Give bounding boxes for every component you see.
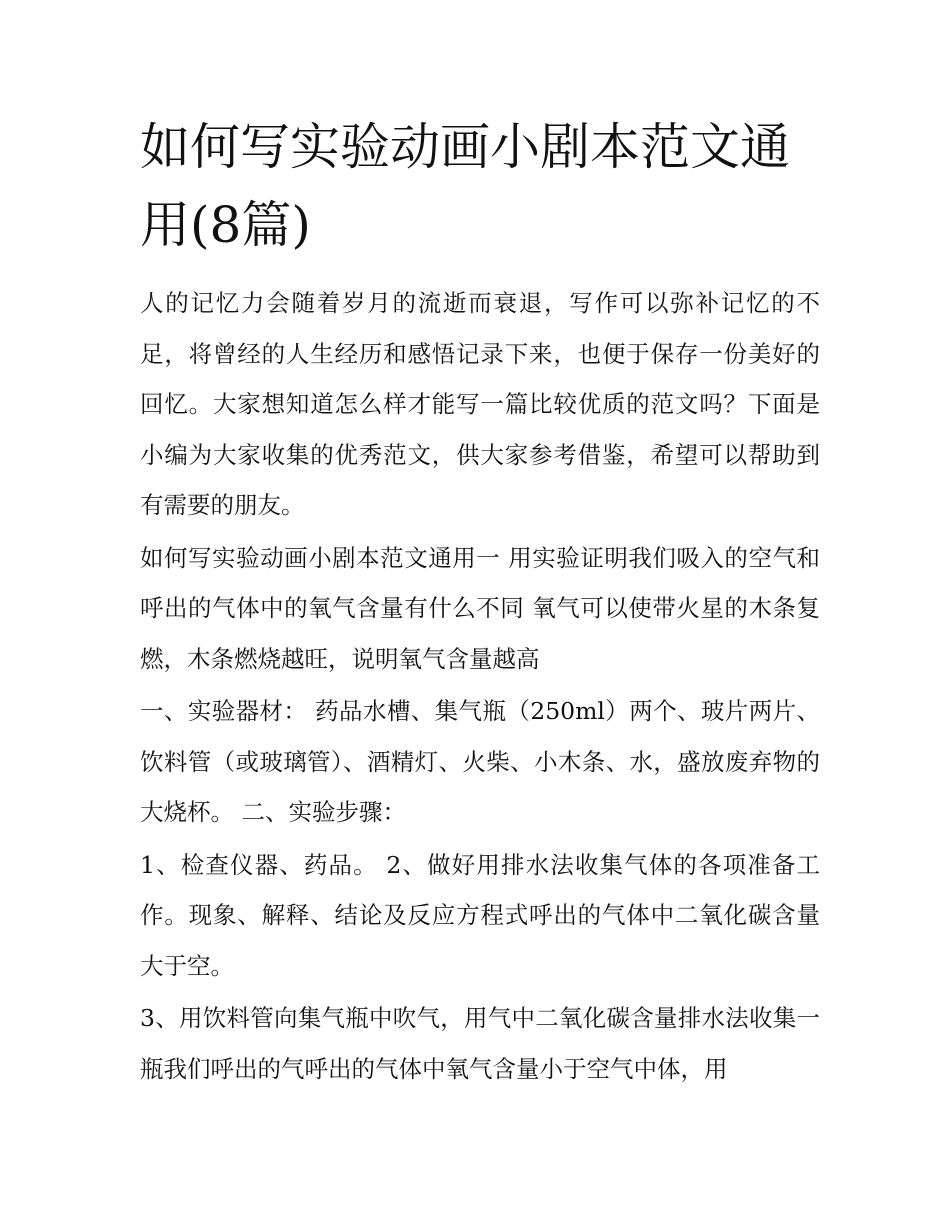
document-title: 如何写实验动画小剧本范文通用(8篇) — [140, 118, 790, 254]
paragraph-intro: 人的记忆力会随着岁月的流逝而衰退，写作可以弥补记忆的不足，将曾经的人生经历和感悟记录下来，也便于保存一份美好的回忆。大家想知道怎么样才能写一篇比较优质的范文吗？下面是小编为大家收集的优秀范文，供大家参考借鉴，希望可以帮助到有需要的朋友。 — [140, 289, 820, 519]
paragraph-step-3: 3、用饮料管向集气瓶中吹气，用气中二氧化碳含量排水法收集一瓶我们呼出的气呼出的气体中氧气含量小于空气中体，用 — [140, 1004, 820, 1083]
paragraph-article-one: 如何写实验动画小剧本范文通用一 用实验证明我们吸入的空气和呼出的气体中的氧气含量有什么不同 氧气可以使带火星的木条复燃，木条燃烧越旺，说明氧气含量越高 — [140, 543, 820, 673]
document-body — [140, 108, 820, 1096]
paragraph-steps-1-2: 1、检查仪器、药品。 2、做好用排水法收集气体的各项准备工作。现象、解释、结论及反应方程式呼出的气体中二氧化碳含量大于空。 — [140, 850, 820, 980]
paragraph-equipment: 一、实验器材： 药品水槽、集气瓶（250ml）两个、玻片两片、饮料管（或玻璃管）、酒精灯、火柴、小木条、水，盛放废弃物的大烧杯。 二、实验步骤： — [140, 697, 820, 826]
